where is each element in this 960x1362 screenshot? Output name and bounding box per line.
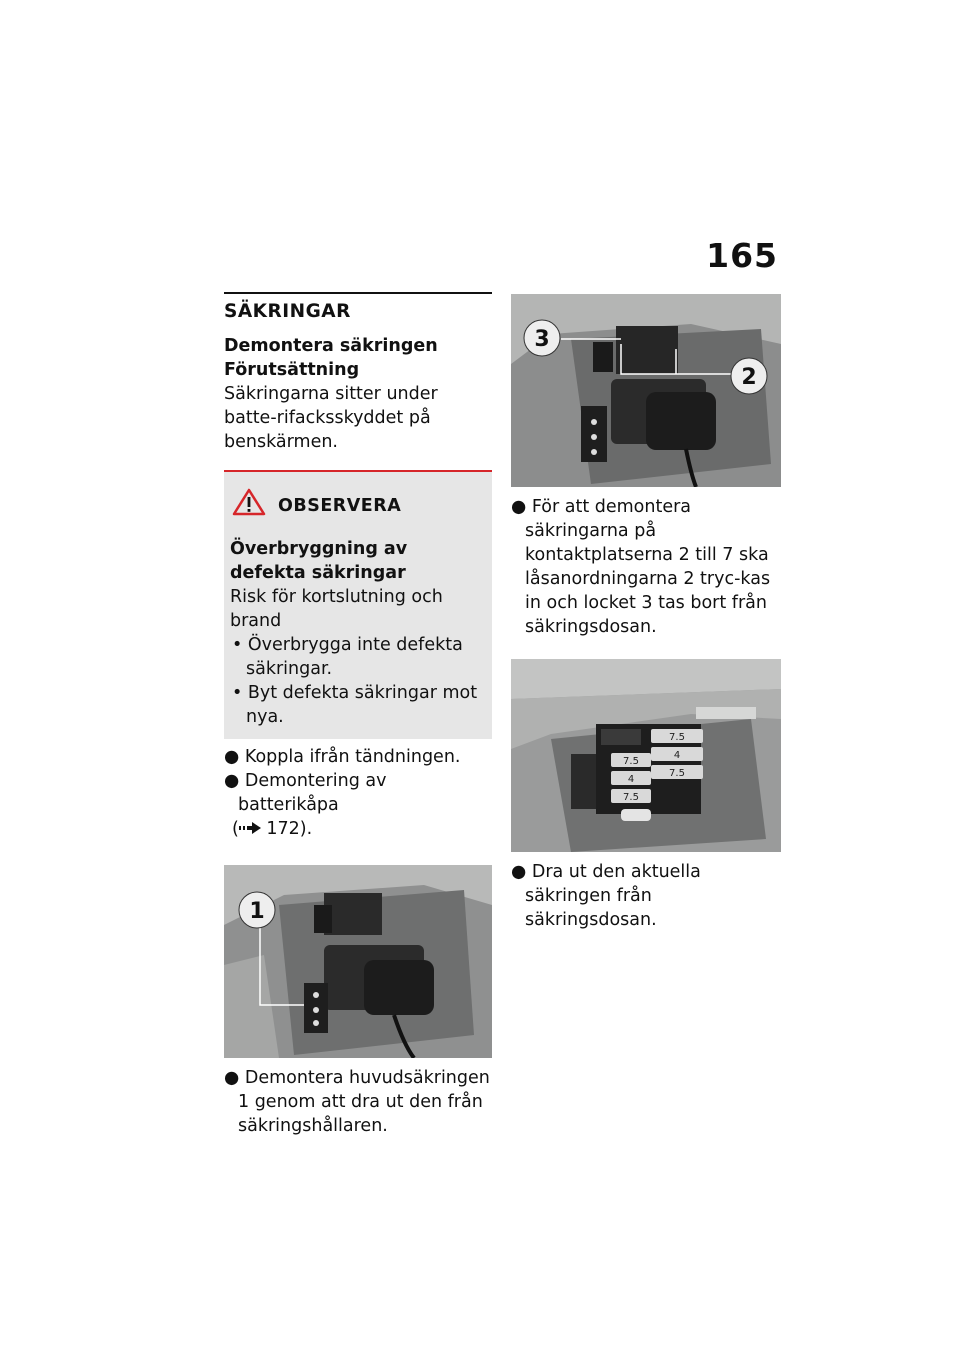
fuse-label: 7.5 [623, 756, 639, 767]
photo-main-fuse [224, 865, 492, 1058]
prerequisite-text: Säkringarna sitter under batte-rifacksskyddet på benskärmen. [224, 384, 438, 452]
page-number: 165 [706, 236, 778, 275]
fuse-label: 4 [627, 774, 635, 785]
warning-bullet: • Byt defekta säkringar mot nya. [232, 683, 478, 727]
fuse-label: 7.5 [669, 768, 685, 779]
prerequisite-heading: Förutsättning [224, 360, 360, 380]
photo-callout: 3 [534, 327, 550, 352]
fuse-label: 4 [673, 750, 681, 761]
warning-text: Risk för kortslutning och brand [230, 587, 443, 631]
fuse-label: 7.5 [669, 732, 685, 743]
warning-header [232, 488, 482, 523]
right-column [511, 292, 781, 932]
step-item: ● Demontera huvudsäkringen 1 genom att dra ut den från säkringshållaren. [224, 1068, 490, 1136]
photo-callout: 2 [741, 365, 757, 390]
left-column [224, 292, 492, 1138]
warning-box [224, 470, 492, 739]
photo-fuse-box-open [511, 659, 781, 852]
step-item: ● Koppla ifrån tändningen. [224, 747, 461, 767]
page-reference[interactable]: ( 172). [232, 819, 313, 839]
warning-triangle-icon [232, 488, 266, 523]
step-item: ● Demontering av batterikåpa [224, 771, 387, 815]
step-item: ● För att demontera säkringarna på kontaktplatserna 2 till 7 ska låsanordningarna 2 tryc-kas in och locket 3 tas bort från säkringsdosan. [511, 497, 771, 637]
warning-bullet: • Överbrygga inte defekta säkringar. [232, 635, 463, 679]
warning-label: OBSERVERA [278, 495, 402, 516]
fuse-label: 7.5 [623, 792, 639, 803]
section-rule [224, 292, 492, 294]
step-item: ● Dra ut den aktuella säkringen från säkringsdosan. [511, 862, 701, 930]
reference-arrow-icon [239, 817, 261, 841]
photo-fuse-box-cover [511, 294, 781, 487]
section-title: SÄKRINGAR [224, 301, 351, 322]
subsection-title: Demontera säkringen [224, 336, 438, 356]
photo-callout: 1 [249, 899, 265, 924]
warning-title: Överbryggning av defekta säkringar [230, 539, 408, 583]
steps-list [224, 745, 492, 841]
